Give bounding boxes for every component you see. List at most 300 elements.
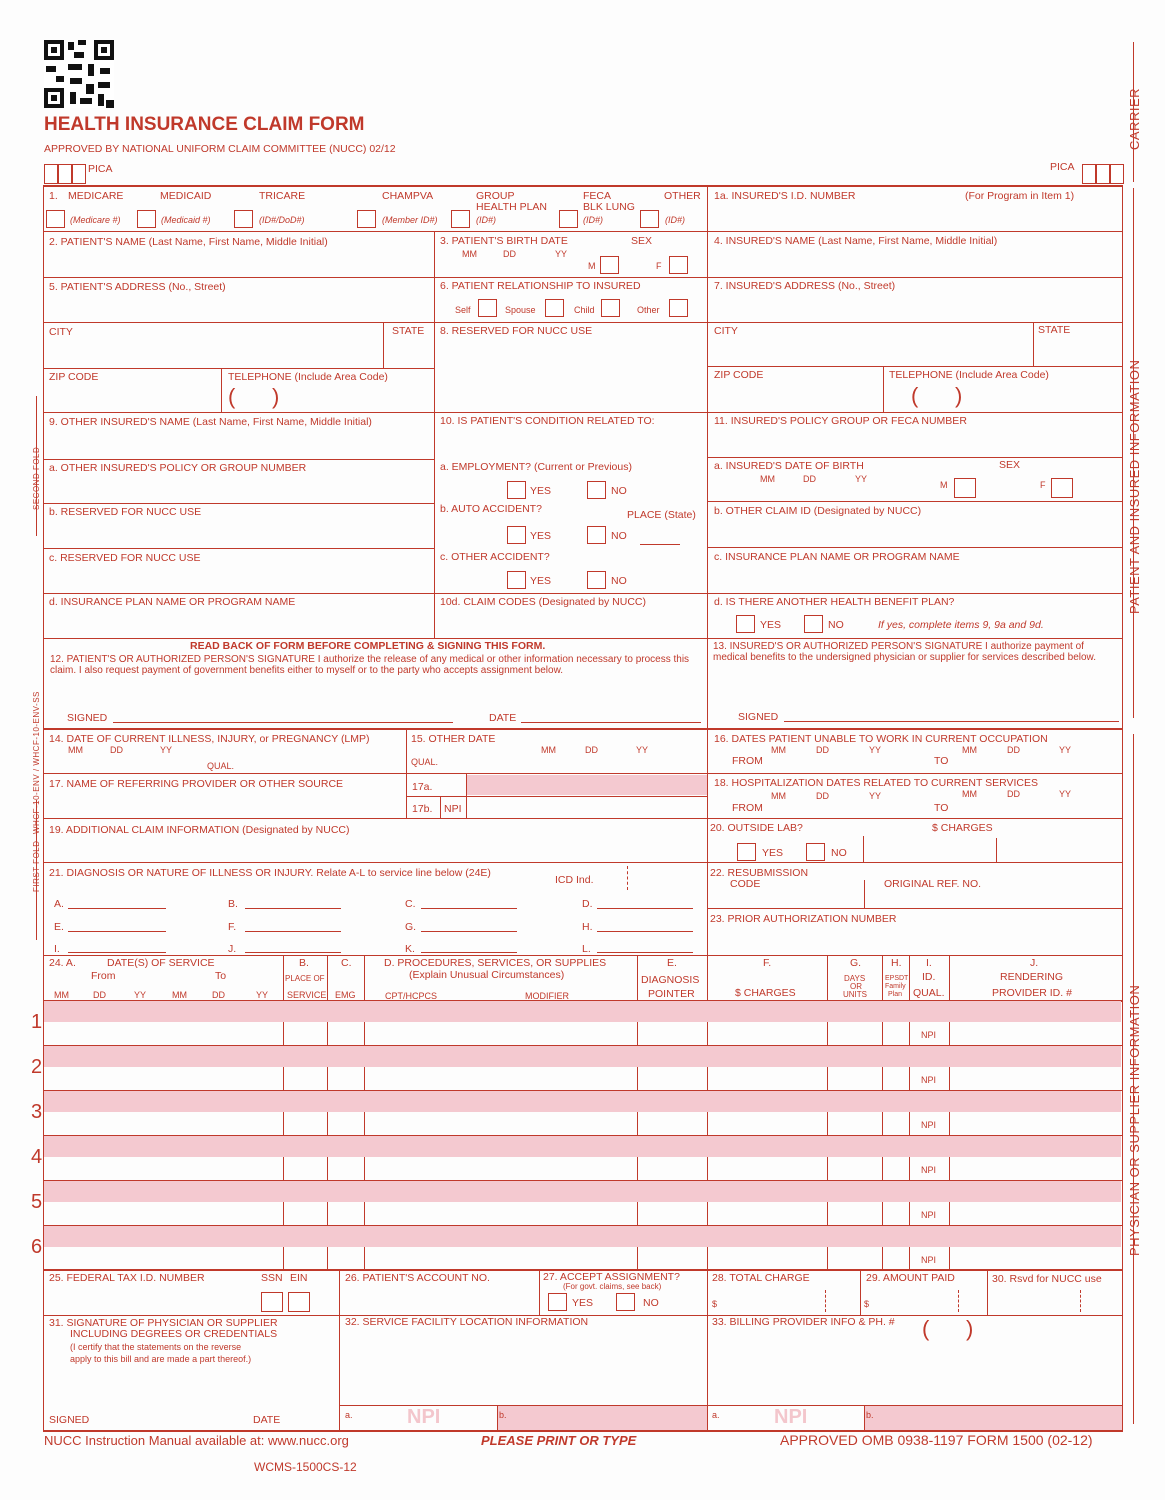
item24-mm-1: MM	[54, 990, 69, 1000]
form-code-text: WCMS-1500CS-12	[254, 1460, 357, 1474]
item16-mm-2: MM	[962, 745, 977, 755]
item4-label: 4. INSURED'S NAME (Last Name, First Name, Middle Initial)	[714, 235, 998, 247]
patient-arrow-line	[1133, 188, 1134, 718]
item14-mm: MM	[68, 745, 83, 755]
dx-d: D.	[582, 898, 593, 910]
item24a-label: 24. A.	[49, 957, 76, 969]
rel-spouse-checkbox[interactable]	[545, 299, 564, 317]
icd-ind-field[interactable]	[627, 866, 628, 890]
row-line-10	[44, 638, 1122, 639]
item17b-npi-divider	[440, 796, 441, 818]
item24-dates: DATE(S) OF SERVICE	[107, 957, 215, 969]
dx-i: I.	[54, 943, 60, 955]
item3-m-label: M	[588, 261, 596, 271]
other-accident-no-label: NO	[611, 575, 627, 587]
service-line-5-number: 5	[31, 1191, 43, 1213]
service-line-4-npi: NPI	[921, 1165, 937, 1175]
pica-box-right-1[interactable]	[1082, 164, 1096, 184]
employment-yes-label: YES	[530, 485, 552, 497]
row-line-3	[44, 322, 1122, 323]
another-plan-note: If yes, complete items 9, 9a and 9d.	[878, 619, 1044, 631]
service-line-5-bottom	[44, 1225, 1122, 1226]
item1a-label: 1a. INSURED'S I.D. NUMBER	[714, 190, 856, 202]
item25-ssn: SSN	[261, 1272, 283, 1284]
place-state-label: PLACE (State)	[627, 509, 696, 521]
pica-box-right-2[interactable]	[1096, 164, 1110, 184]
other-accident-yes-checkbox[interactable]	[507, 571, 526, 589]
pica-box-left-2[interactable]	[58, 164, 72, 184]
item11a-m-label: M	[940, 480, 948, 490]
item2-label: 2. PATIENT'S NAME (Last Name, First Name, Middle Initial)	[49, 236, 328, 248]
outside-lab-yes-label: YES	[762, 847, 784, 859]
icd-ind-label: ICD Ind.	[555, 874, 594, 886]
row-line-6-left	[44, 459, 434, 460]
row-line-7-right	[707, 501, 1122, 502]
service-line-3-shade[interactable]	[44, 1091, 1121, 1112]
item11a-dd: DD	[803, 474, 816, 484]
item1a-note: (For Program in Item 1)	[965, 190, 1075, 202]
item32-ab-divider	[497, 1405, 498, 1431]
pica-box-right-3[interactable]	[1110, 164, 1124, 184]
insured-city-label: CITY	[714, 325, 738, 337]
dx-f-field[interactable]	[245, 931, 341, 932]
item10c-label: c. OTHER ACCIDENT?	[440, 551, 550, 563]
physician-supplier-side-label: PHYSICIAN OR SUPPLIER INFORMATION	[1127, 984, 1142, 1256]
item14-label: 14. DATE OF CURRENT ILLNESS, INJURY, or PREGNANCY (LMP)	[49, 733, 370, 745]
ssn-checkbox[interactable]	[261, 1292, 283, 1312]
item11a-label: a. INSURED'S DATE OF BIRTH	[714, 460, 864, 472]
other-accident-yes-label: YES	[530, 575, 552, 587]
row-line-9	[44, 593, 1122, 594]
item24-days: DAYS	[844, 974, 866, 983]
item27-divider	[539, 1270, 540, 1315]
item3-yy: YY	[555, 249, 568, 259]
fold-arrow-line-1	[36, 396, 37, 536]
dx-k-field[interactable]	[421, 952, 517, 953]
medicaid-checkbox[interactable]	[137, 210, 156, 228]
row-line-4-right	[707, 366, 1122, 367]
carrier-arrow-line	[1133, 42, 1134, 182]
another-plan-yes-checkbox[interactable]	[736, 615, 755, 633]
item16-from: FROM	[732, 755, 763, 767]
dx-b: B.	[228, 898, 238, 910]
row-line-14	[707, 908, 1122, 909]
item16-label: 16. DATES PATIENT UNABLE TO WORK IN CURRENT OCCUPATION	[714, 733, 1048, 745]
item24-service: SERVICE	[287, 990, 327, 1000]
item24-qual: QUAL.	[913, 987, 945, 999]
item1-number: 1.	[49, 190, 58, 202]
item33b-shade	[864, 1406, 1122, 1430]
item11c-label: c. INSURANCE PLAN NAME OR PROGRAM NAME	[714, 551, 960, 563]
item27-label: 27. ACCEPT ASSIGNMENT?	[543, 1271, 680, 1283]
item8-label: 8. RESERVED FOR NUCC USE	[440, 325, 593, 337]
second-fold-label: SECOND FOLD	[32, 446, 41, 510]
item29-label: 29. AMOUNT PAID	[866, 1272, 955, 1284]
dx-g-field[interactable]	[421, 931, 517, 932]
item25-label: 25. FEDERAL TAX I.D. NUMBER	[49, 1272, 205, 1284]
medicaid-id-label: (Medicaid #)	[161, 215, 211, 225]
other-accident-no-checkbox[interactable]	[587, 571, 606, 589]
form-top-border	[44, 185, 1123, 187]
item12-date-line[interactable]	[521, 722, 701, 723]
item24-dd-1: DD	[93, 990, 106, 1000]
item24-units: UNITS	[843, 990, 867, 999]
item12-text: 12. PATIENT'S OR AUTHORIZED PERSON'S SIGNATURE I authorize the release of any medical or other information necessary to process this claim. I also request payment of government benefits either to myself or to the party who accepts assignment below.	[50, 654, 690, 676]
item33a-label: a.	[712, 1410, 720, 1420]
row-line-15	[44, 955, 1122, 956]
feca-id-label: (ID#)	[583, 215, 603, 225]
item18-mm-2: MM	[962, 789, 977, 799]
item15-label: 15. OTHER DATE	[411, 733, 496, 745]
item18-label: 18. HOSPITALIZATION DATES RELATED TO CURRENT SERVICES	[714, 777, 1039, 789]
health-plan-label: HEALTH PLAN	[476, 201, 547, 213]
pica-label-right: PICA	[1050, 161, 1075, 173]
dx-e-field[interactable]	[68, 931, 166, 932]
tricare-label: TRICARE	[259, 190, 306, 202]
accept-yes-label: YES	[572, 1297, 594, 1309]
item15-divider	[406, 729, 407, 819]
auto-accident-no-label: NO	[611, 530, 627, 542]
other-label: OTHER	[664, 190, 701, 202]
pica-box-left-1[interactable]	[44, 164, 58, 184]
auto-accident-yes-label: YES	[530, 530, 552, 542]
item24-mm-2: MM	[172, 990, 187, 1000]
item14-dd: DD	[110, 745, 123, 755]
item22-orig: ORIGINAL REF. NO.	[884, 878, 982, 890]
patient-telephone-label: TELEPHONE (Include Area Code)	[228, 371, 388, 383]
item24-rendering: RENDERING	[1000, 971, 1064, 983]
item17b-npi: NPI	[444, 803, 462, 815]
item16-mm-1: MM	[771, 745, 786, 755]
item31-date: DATE	[253, 1414, 281, 1426]
dx-j: J.	[228, 943, 237, 955]
item26-divider	[339, 1270, 340, 1431]
item24g-label: G.	[850, 957, 862, 969]
item18-dd-2: DD	[1007, 789, 1020, 799]
item11d-label: d. IS THERE ANOTHER HEALTH BENEFIT PLAN?	[714, 596, 955, 608]
feca-checkbox[interactable]	[559, 210, 578, 228]
item24-epsdt: EPSDT	[885, 975, 909, 982]
blk-lung-label: BLK LUNG	[583, 201, 635, 213]
item7-label: 7. INSURED'S ADDRESS (No., Street)	[714, 280, 896, 292]
another-plan-no-label: NO	[828, 619, 844, 631]
item19-label: 19. ADDITIONAL CLAIM INFORMATION (Designated by NUCC)	[49, 824, 350, 836]
item22-code: CODE	[730, 878, 761, 890]
item24h-label: H.	[891, 957, 902, 969]
item10-label: 10. IS PATIENT'S CONDITION RELATED TO:	[440, 415, 655, 427]
item31-line2: INCLUDING DEGREES OR CREDENTIALS	[70, 1328, 278, 1340]
item24-provider: PROVIDER ID. #	[992, 987, 1072, 999]
service-line-3-npi: NPI	[921, 1120, 937, 1130]
dx-a-field[interactable]	[68, 908, 166, 909]
item20-charges: $ CHARGES	[932, 822, 993, 834]
other-id-label: (ID#)	[665, 215, 685, 225]
item9d-label: d. INSURANCE PLAN NAME OR PROGRAM NAME	[49, 596, 296, 608]
patient-state-divider	[383, 322, 384, 368]
patient-insured-side-label: PATIENT AND INSURED INFORMATION	[1127, 359, 1142, 614]
item24-from: From	[91, 970, 116, 982]
physician-arrow-line	[1133, 734, 1134, 1424]
item28-label: 28. TOTAL CHARGE	[712, 1272, 810, 1284]
fold-arrow-line-2	[36, 800, 37, 940]
other-checkbox[interactable]	[640, 210, 659, 228]
item24-to: To	[215, 970, 227, 982]
dx-c-field[interactable]	[421, 908, 517, 909]
group-id-label: (ID#)	[476, 215, 496, 225]
item3-sex-label: SEX	[631, 235, 653, 247]
dx-b-field[interactable]	[245, 908, 341, 909]
item24-family: Family	[885, 983, 906, 990]
item24-yy-1: YY	[134, 990, 147, 1000]
item24e-label: E.	[667, 957, 677, 969]
outside-lab-yes-checkbox[interactable]	[737, 843, 756, 861]
print-or-type-text: PLEASE PRINT OR TYPE	[481, 1433, 637, 1448]
item24-modifier: MODIFIER	[525, 991, 569, 1001]
item15-mm: MM	[541, 745, 556, 755]
item18-from: FROM	[732, 802, 763, 814]
rel-child-checkbox[interactable]	[601, 299, 620, 317]
feca-label: FECA	[583, 190, 612, 202]
dx-k: K.	[405, 943, 415, 955]
ein-checkbox[interactable]	[288, 1292, 310, 1312]
item6-label: 6. PATIENT RELATIONSHIP TO INSURED	[440, 280, 641, 292]
omb-approval-text: APPROVED OMB 0938-1197 FORM 1500 (02-12)	[780, 1432, 1093, 1448]
service-line-2-bottom	[44, 1090, 1122, 1091]
item12-signature-line[interactable]	[113, 722, 453, 723]
insured-sex-f-checkbox[interactable]	[1051, 478, 1073, 498]
billing-phone-paren: ( )	[922, 1316, 974, 1341]
tricare-id-label: (ID#/DoD#)	[259, 215, 305, 225]
service-line-2-number: 2	[31, 1056, 43, 1078]
rel-self-checkbox[interactable]	[478, 299, 497, 317]
item11a-yy: YY	[855, 474, 868, 484]
dx-e: E.	[54, 921, 64, 933]
approved-text: APPROVED BY NATIONAL UNIFORM CLAIM COMMITTEE (NUCC) 02/12	[44, 143, 396, 155]
item29-dollar: $	[864, 1299, 870, 1309]
dx-l-field[interactable]	[597, 952, 693, 953]
item22-divider	[864, 880, 865, 908]
patient-tel-divider	[221, 368, 222, 412]
outside-lab-no-checkbox[interactable]	[806, 843, 825, 861]
item30-cents-divider	[1080, 1290, 1081, 1312]
item24c-label: C.	[341, 957, 352, 969]
item32-label: 32. SERVICE FACILITY LOCATION INFORMATION	[345, 1316, 589, 1328]
row-line-8-left	[44, 548, 434, 549]
auto-accident-no-checkbox[interactable]	[587, 526, 606, 544]
item14-qual: QUAL.	[207, 761, 235, 771]
item29-cents-divider	[958, 1290, 959, 1312]
dx-h-field[interactable]	[597, 931, 693, 932]
item33b-label: b.	[866, 1410, 874, 1420]
item31-line4: apply to this bill and are made a part thereof.)	[70, 1354, 252, 1364]
item11a-mm: MM	[760, 474, 775, 484]
item31-signed: SIGNED	[49, 1414, 90, 1426]
employment-no-checkbox[interactable]	[587, 481, 606, 499]
dx-g: G.	[405, 921, 417, 933]
item24i-label: I.	[926, 957, 932, 969]
row-line-11	[44, 773, 1122, 774]
tricare-checkbox[interactable]	[234, 210, 253, 228]
service-line-6-shade[interactable]	[44, 1226, 1121, 1247]
patient-sex-m-checkbox[interactable]	[600, 256, 619, 274]
insured-zip-label: ZIP CODE	[714, 369, 764, 381]
item10b-label: b. AUTO ACCIDENT?	[440, 503, 542, 515]
item17-split	[406, 796, 707, 797]
service-line-1-shade[interactable]	[44, 1001, 1121, 1022]
dx-j-field[interactable]	[245, 952, 341, 953]
item12-signed-label: SIGNED	[67, 712, 108, 724]
item16-yy-2: YY	[1059, 745, 1072, 755]
row-line-12	[44, 818, 1122, 819]
item16-to: TO	[934, 755, 949, 767]
item10a-label: a. EMPLOYMENT? (Current or Previous)	[440, 461, 632, 473]
row-line-13	[44, 862, 1122, 863]
item15-qual: QUAL.	[411, 757, 439, 767]
dx-f: F.	[228, 921, 237, 933]
item9c-label: c. RESERVED FOR NUCC USE	[49, 552, 201, 564]
form-right-border	[1122, 185, 1123, 1432]
item3-label: 3. PATIENT'S BIRTH DATE	[440, 235, 568, 247]
item21-label: 21. DIAGNOSIS OR NATURE OF ILLNESS OR INJURY. Relate A-L to service line below (24E)	[49, 867, 491, 879]
item24-plan: Plan	[888, 991, 903, 998]
service-line-5-shade[interactable]	[44, 1181, 1121, 1202]
medicaid-label: MEDICAID	[160, 190, 212, 202]
item25-ein: EIN	[290, 1272, 308, 1284]
item9a-label: a. OTHER INSURED'S POLICY OR GROUP NUMBER	[49, 462, 307, 474]
item24-diag: DIAGNOSIS	[641, 974, 700, 986]
champva-checkbox[interactable]	[357, 210, 376, 228]
item12-date-label: DATE	[489, 712, 517, 724]
item16-dd-2: DD	[1007, 745, 1020, 755]
item18-mm-1: MM	[771, 791, 786, 801]
item24b-label: B.	[299, 957, 309, 969]
service-line-4-number: 4	[31, 1146, 43, 1168]
item20-cents-divider	[996, 838, 997, 862]
service-line-4-shade[interactable]	[44, 1136, 1121, 1157]
service-line-1-npi: NPI	[921, 1030, 937, 1040]
employment-no-label: NO	[611, 485, 627, 497]
item18-yy-2: YY	[1059, 789, 1072, 799]
row-line-8-right	[707, 547, 1122, 548]
outside-lab-no-label: NO	[831, 847, 847, 859]
form-title: HEALTH INSURANCE CLAIM FORM	[44, 114, 365, 135]
item30-label: 30. Rsvd for NUCC use	[992, 1273, 1102, 1285]
row-line-1	[44, 231, 1122, 232]
group-label: GROUP	[476, 190, 515, 202]
service-line-2-shade[interactable]	[44, 1046, 1121, 1067]
item32a-label: a.	[345, 1410, 353, 1420]
group-checkbox[interactable]	[451, 210, 470, 228]
employment-yes-checkbox[interactable]	[507, 481, 526, 499]
accept-no-checkbox[interactable]	[616, 1293, 635, 1311]
dx-i-field[interactable]	[68, 952, 166, 953]
item17b-label: 17b.	[412, 803, 433, 815]
medicare-id-label: (Medicare #)	[70, 215, 121, 225]
item24j-label: J.	[1030, 957, 1039, 969]
item11-label: 11. INSURED'S POLICY GROUP OR FECA NUMBER	[714, 415, 967, 427]
medicare-label: MEDICARE	[68, 190, 124, 202]
patient-city-label: CITY	[49, 326, 73, 338]
nucc-manual-text: NUCC Instruction Manual available at: www.nucc.org	[44, 1433, 349, 1448]
auto-accident-yes-checkbox[interactable]	[507, 526, 526, 544]
rel-child-label: Child	[574, 305, 595, 315]
service-line-3-number: 3	[31, 1101, 43, 1123]
item31-line1: 31. SIGNATURE OF PHYSICIAN OR SUPPLIER	[49, 1317, 278, 1329]
row-line-4-left	[44, 368, 434, 369]
service-line-3-bottom	[44, 1135, 1122, 1136]
service-line-1-bottom	[44, 1045, 1122, 1046]
medicare-checkbox[interactable]	[46, 210, 65, 228]
item29-divider	[860, 1270, 861, 1315]
form-code-side-label: WHCF-10-ENV / WHCF-10-ENV-SS	[32, 691, 41, 834]
col-divider-top-1	[434, 232, 435, 639]
service-line-2-npi: NPI	[921, 1075, 937, 1085]
service-line-1-number: 1	[31, 1011, 43, 1033]
insured-state-divider	[1033, 322, 1034, 366]
item3-f-label: F	[656, 261, 662, 271]
accept-no-label: NO	[643, 1297, 659, 1309]
insured-sex-m-checkbox[interactable]	[954, 478, 976, 498]
patient-sex-f-checkbox[interactable]	[669, 256, 688, 274]
accept-yes-checkbox[interactable]	[548, 1293, 567, 1311]
patient-zip-label: ZIP CODE	[49, 371, 99, 383]
item32-npi-watermark: NPI	[407, 1406, 441, 1428]
item33-ab-divider	[864, 1405, 865, 1431]
item13-text: 13. INSURED'S OR AUTHORIZED PERSON'S SIGNATURE I authorize payment of medical benefits to the undersigned physician or supplier for services described below.	[713, 641, 1096, 663]
rel-other-checkbox[interactable]	[669, 299, 688, 317]
dx-d-field[interactable]	[597, 908, 693, 909]
item16-dd-1: DD	[816, 745, 829, 755]
dx-h: H.	[582, 921, 593, 933]
item10d-label: 10d. CLAIM CODES (Designated by NUCC)	[440, 596, 646, 608]
item18-yy-1: YY	[869, 791, 882, 801]
carrier-side-label: CARRIER	[1127, 87, 1142, 150]
insured-state-label: STATE	[1038, 324, 1071, 336]
qr-code	[44, 40, 114, 108]
item23-label: 23. PRIOR AUTHORIZATION NUMBER	[710, 913, 897, 925]
rel-spouse-label: Spouse	[505, 305, 536, 315]
insured-tel-divider	[883, 366, 884, 412]
another-plan-yes-label: YES	[760, 619, 782, 631]
item11a-f-label: F	[1040, 480, 1046, 490]
item17-label: 17. NAME OF REFERRING PROVIDER OR OTHER SOURCE	[49, 778, 344, 790]
another-plan-no-checkbox[interactable]	[804, 615, 823, 633]
item13-signature-line[interactable]	[784, 721, 1119, 722]
insured-telephone-label: TELEPHONE (Include Area Code)	[889, 369, 1049, 381]
service-line-6-number: 6	[31, 1236, 43, 1258]
item28-cents-divider	[825, 1290, 826, 1312]
section-divider	[44, 728, 1123, 730]
item9-label: 9. OTHER INSURED'S NAME (Last Name, First Name, Middle Initial)	[49, 416, 372, 428]
item13-signed-label: SIGNED	[738, 711, 779, 723]
item17a-shade	[467, 775, 707, 795]
champva-label: CHAMPVA	[382, 190, 434, 202]
item32b-label: b.	[499, 1410, 507, 1420]
service-line-4-bottom	[44, 1180, 1122, 1181]
row-line-5	[44, 412, 1122, 413]
pica-box-left-3[interactable]	[72, 164, 86, 184]
patient-phone-paren: ( )	[228, 384, 280, 409]
item24-yy-2: YY	[256, 990, 269, 1000]
rel-self-label: Self	[455, 305, 471, 315]
item18-dd-1: DD	[816, 791, 829, 801]
item24-pointer: POINTER	[648, 988, 695, 1000]
item32b-shade	[497, 1406, 707, 1430]
item24-id: ID.	[922, 971, 936, 983]
place-state-field[interactable]	[640, 544, 680, 545]
dx-c: C.	[405, 898, 416, 910]
item15-yy: YY	[636, 745, 649, 755]
